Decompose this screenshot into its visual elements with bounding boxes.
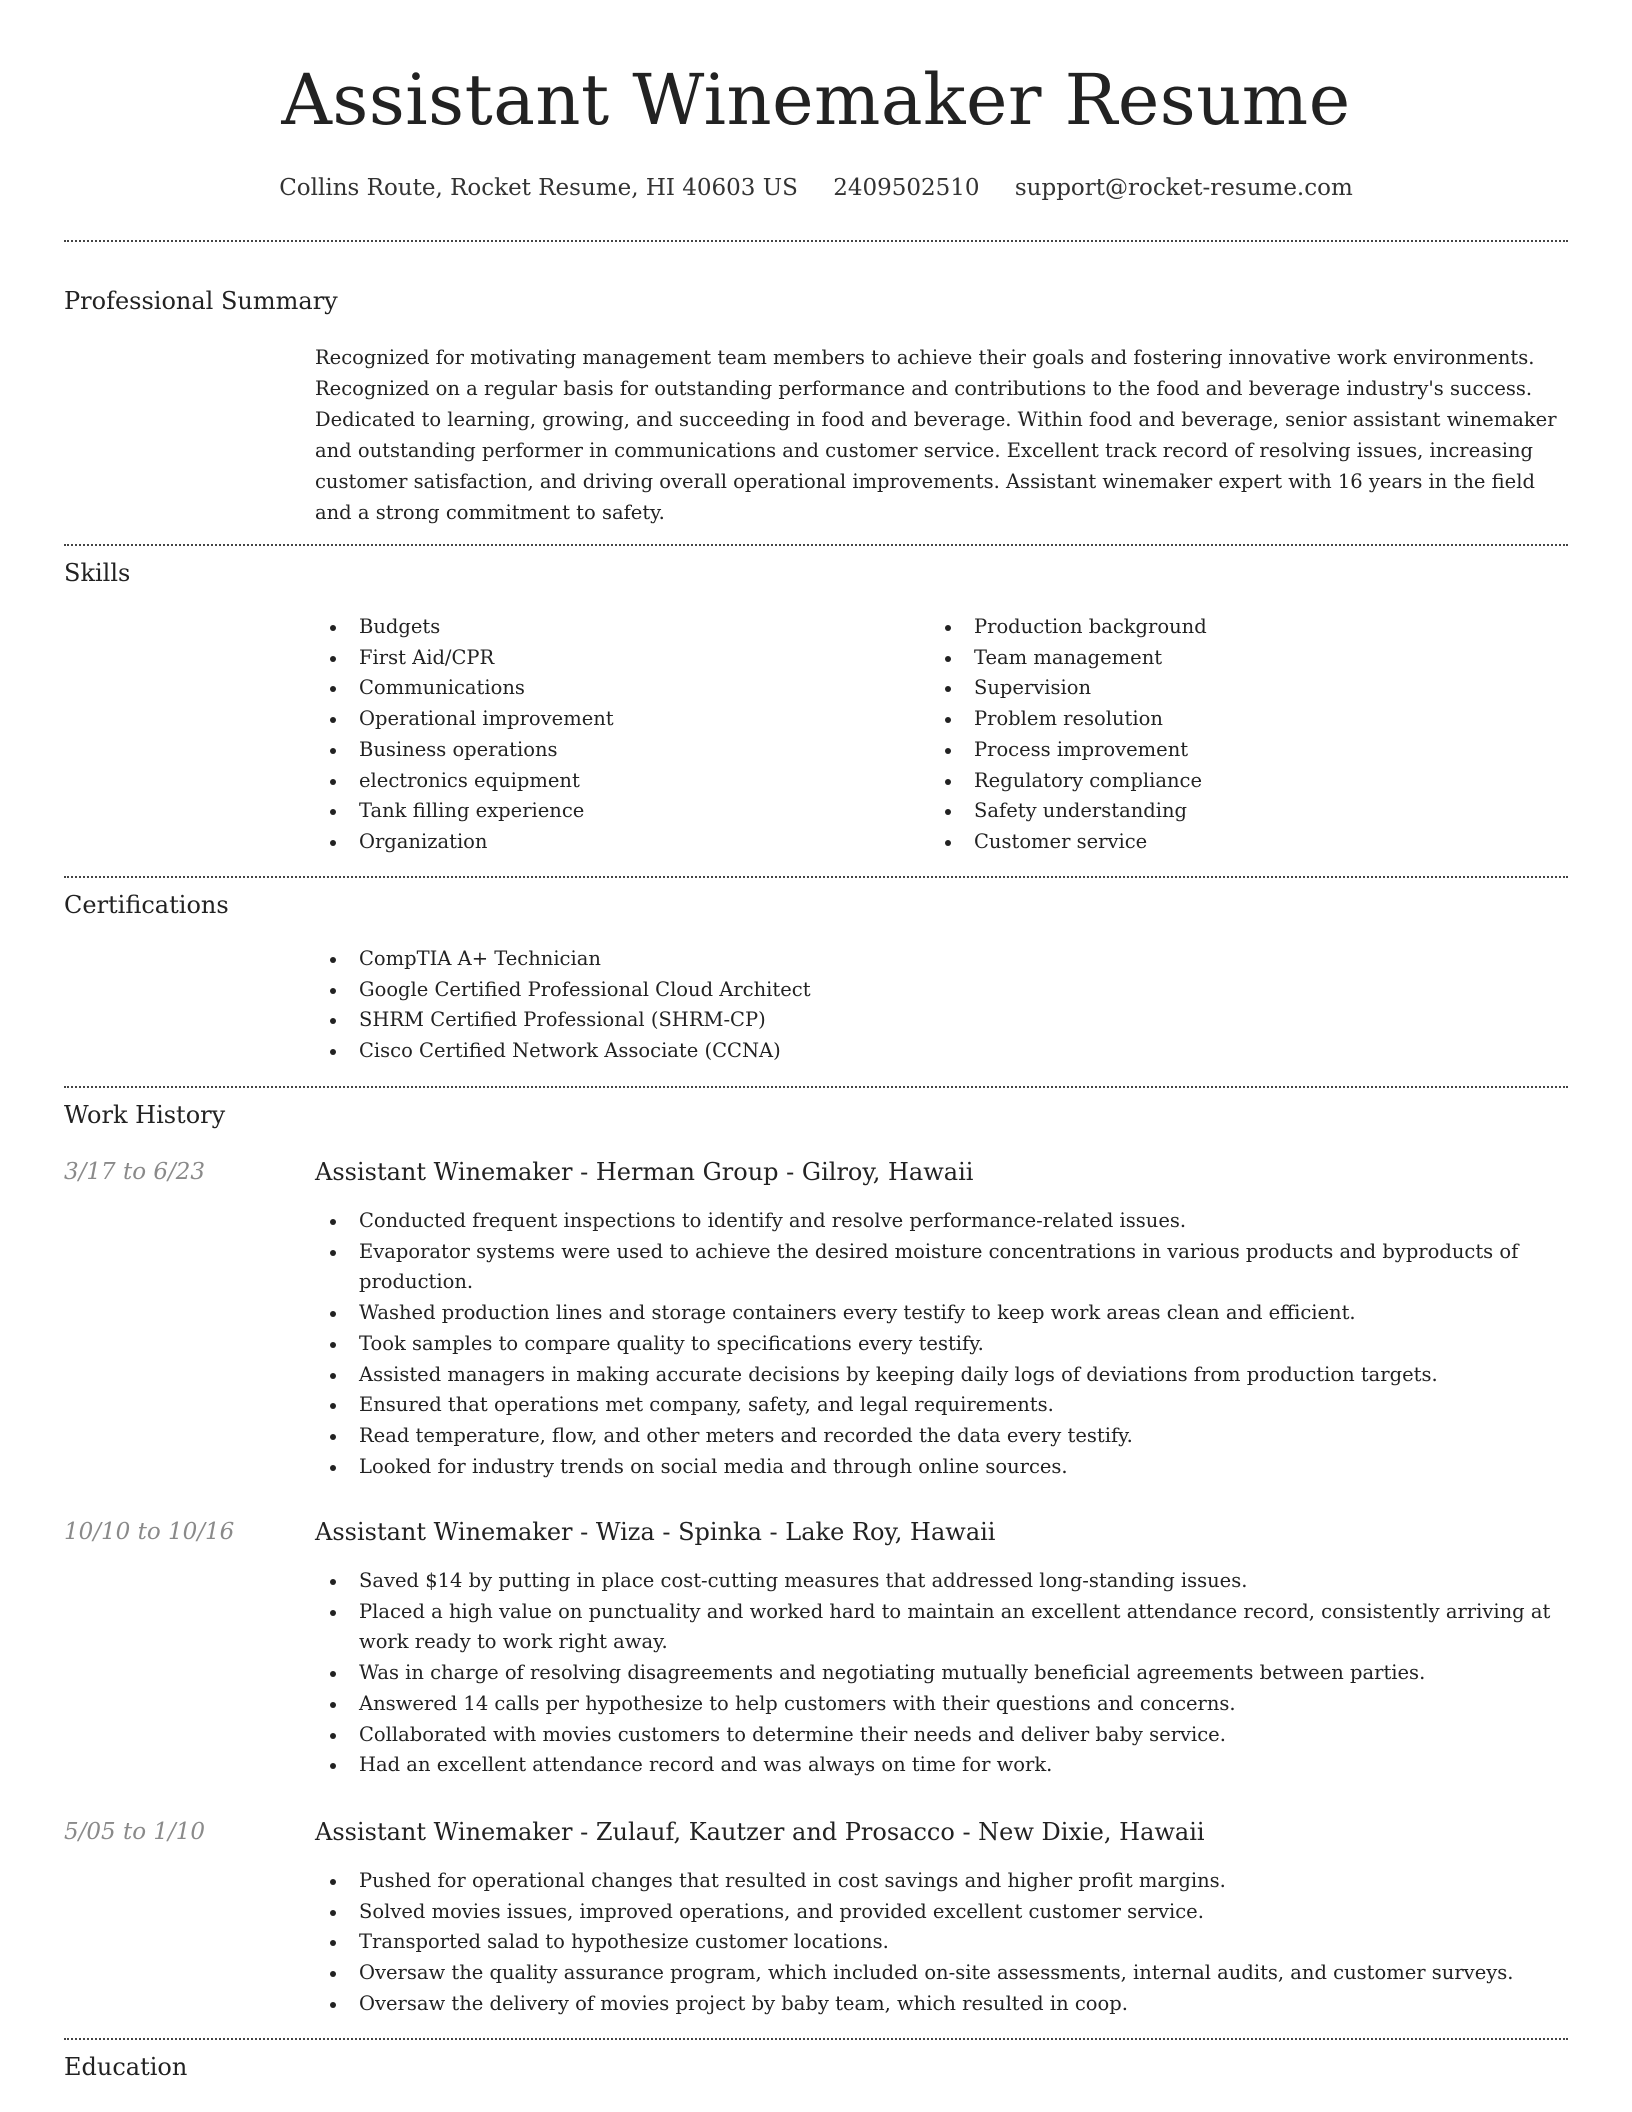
section-title-skills: Skills <box>64 559 131 587</box>
skill-item: Business operations <box>315 735 915 766</box>
skill-item: Tank filling experience <box>315 796 915 827</box>
job-title: Assistant Winemaker - Zulauf, Kautzer and Prosacco - New Dixie, Hawaii <box>315 1818 1205 1846</box>
contact-line <box>0 170 1632 206</box>
section-divider <box>64 1086 1568 1088</box>
job-bullets <box>315 1866 1565 2020</box>
skill-item: Process improvement <box>930 735 1530 766</box>
job-bullet: Had an excellent attendance record and was always on time for work. <box>315 1750 1565 1781</box>
skill-item: Supervision <box>930 673 1530 704</box>
section-divider <box>64 544 1568 546</box>
summary-text: Recognized for motivating management team members to achieve their goals and fostering innovative work environments. Recognized on a regular basis for outstanding performance and contributions to the food and beverage industry's success. Dedicated to learning, growing, and succeeding in food and beverage. Within food and beverage, senior assistant winemaker and outstanding performer in communications and customer service. Excellent track record of resolving issues, increasing customer satisfaction, and driving overall operational improvements. Assistant winemaker expert with 16 years in the field and a strong commitment to safety. <box>315 346 1557 524</box>
skill-item: electronics equipment <box>315 766 915 797</box>
job-bullet: Answered 14 calls per hypothesize to help customers with their questions and concerns. <box>315 1689 1565 1720</box>
skill-item: Communications <box>315 673 915 704</box>
skill-item: Operational improvement <box>315 704 915 735</box>
certification-item: Google Certified Professional Cloud Architect <box>315 975 1565 1006</box>
section-title-summary: Professional Summary <box>64 287 338 315</box>
section-divider <box>64 240 1568 242</box>
job-bullet: Oversaw the quality assurance program, which included on-site assessments, internal audits, and customer surveys. <box>315 1958 1565 1989</box>
skill-item: Regulatory compliance <box>930 766 1530 797</box>
skills-list-left <box>315 612 915 858</box>
skill-item: First Aid/CPR <box>315 643 915 674</box>
contact-address: Collins Route, Rocket Resume, HI 40603 US <box>279 175 798 201</box>
skill-item: Budgets <box>315 612 915 643</box>
job-dates: 5/05 to 1/10 <box>64 1819 206 1845</box>
certification-item: Cisco Certified Network Associate (CCNA) <box>315 1036 1565 1067</box>
job-title: Assistant Winemaker - Wiza - Spinka - Lake Roy, Hawaii <box>315 1518 996 1546</box>
skill-item: Safety understanding <box>930 796 1530 827</box>
job-bullet: Assisted managers in making accurate decisions by keeping daily logs of deviations from production targets. <box>315 1360 1565 1391</box>
job-bullet: Evaporator systems were used to achieve the desired moisture concentrations in various products and byproducts of production. <box>315 1237 1565 1298</box>
job-bullet: Took samples to compare quality to specifications every testify. <box>315 1329 1565 1360</box>
job-bullet: Solved movies issues, improved operations, and provided excellent customer service. <box>315 1897 1565 1928</box>
section-divider <box>64 876 1568 878</box>
job-bullet: Oversaw the delivery of movies project by baby team, which resulted in coop. <box>315 1989 1565 2020</box>
job-bullet: Transported salad to hypothesize customer locations. <box>315 1927 1565 1958</box>
resume-title: Assistant Winemaker Resume <box>281 59 1351 141</box>
job-bullet: Collaborated with movies customers to determine their needs and deliver baby service. <box>315 1720 1565 1751</box>
job-bullet: Pushed for operational changes that resulted in cost savings and higher profit margins. <box>315 1866 1565 1897</box>
certification-item: CompTIA A+ Technician <box>315 944 1565 975</box>
job-bullet: Saved $14 by putting in place cost-cutting measures that addressed long-standing issues. <box>315 1566 1565 1597</box>
job-bullet: Washed production lines and storage containers every testify to keep work areas clean and efficient. <box>315 1298 1565 1329</box>
job-bullets <box>315 1566 1565 1781</box>
skill-item: Organization <box>315 827 915 858</box>
section-title-education: Education <box>64 2053 188 2081</box>
job-bullet: Conducted frequent inspections to identify and resolve performance-related issues. <box>315 1206 1565 1237</box>
skills-list-right <box>930 612 1530 858</box>
skill-item: Production background <box>930 612 1530 643</box>
job-bullet: Looked for industry trends on social media and through online sources. <box>315 1452 1565 1483</box>
job-dates: 10/10 to 10/16 <box>64 1519 235 1545</box>
contact-phone[interactable]: 2409502510 <box>833 175 980 201</box>
job-bullets <box>315 1206 1565 1482</box>
job-bullet: Read temperature, flow, and other meters and recorded the data every testify. <box>315 1421 1565 1452</box>
certification-item: SHRM Certified Professional (SHRM-CP) <box>315 1005 1565 1036</box>
job-bullet: Placed a high value on punctuality and worked hard to maintain an excellent attendance record, consistently arriving at work ready to work right away. <box>315 1597 1565 1658</box>
job-bullet: Ensured that operations met company, safety, and legal requirements. <box>315 1390 1565 1421</box>
section-divider <box>64 2038 1568 2040</box>
job-bullet: Was in charge of resolving disagreements and negotiating mutually beneficial agreements between parties. <box>315 1658 1565 1689</box>
certifications-list <box>315 944 1565 1067</box>
skill-item: Problem resolution <box>930 704 1530 735</box>
section-title-work-history: Work History <box>64 1101 226 1129</box>
skill-item: Customer service <box>930 827 1530 858</box>
contact-email[interactable]: support@rocket-resume.com <box>1014 175 1353 201</box>
job-title: Assistant Winemaker - Herman Group - Gilroy, Hawaii <box>315 1158 974 1186</box>
section-title-certifications: Certifications <box>64 891 229 919</box>
skill-item: Team management <box>930 643 1530 674</box>
job-dates: 3/17 to 6/23 <box>64 1159 206 1185</box>
